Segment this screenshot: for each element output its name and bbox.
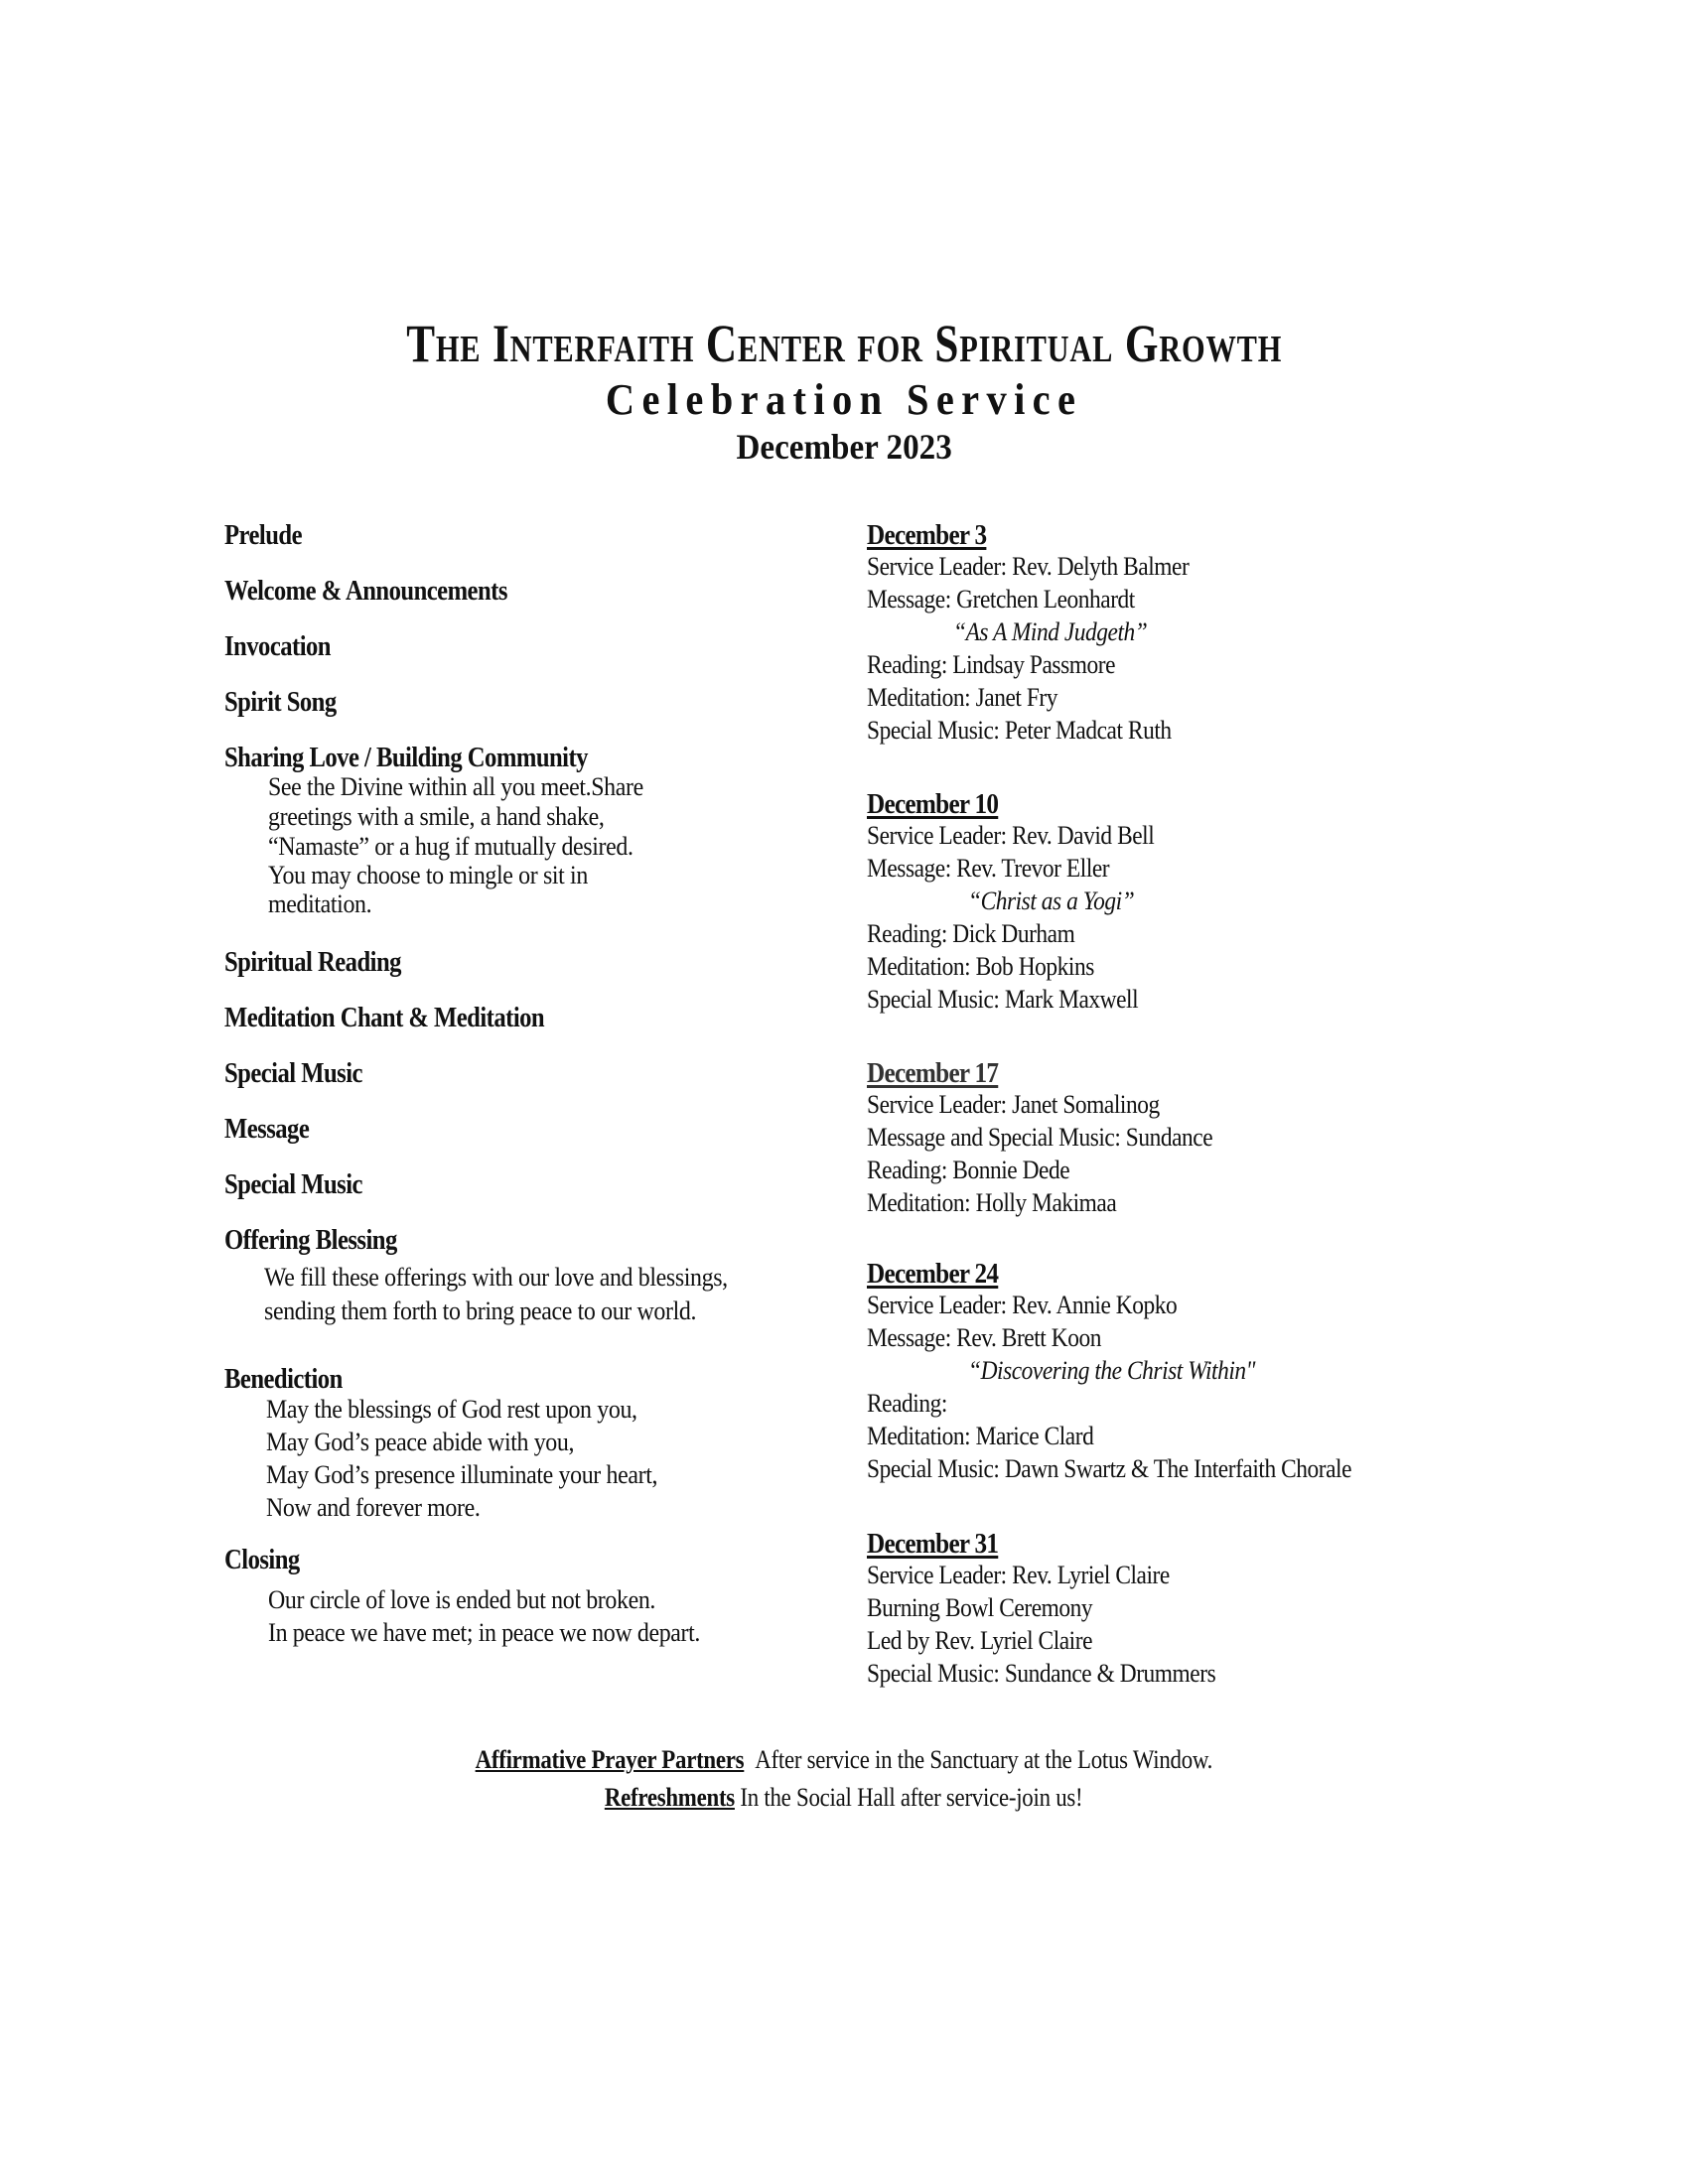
service-item-text: See the Divine within all you meet.Share [268, 772, 643, 801]
refreshments-label: Refreshments [605, 1783, 736, 1812]
schedule-line: Service Leader: Rev. Delyth Balmer [867, 552, 1190, 581]
service-item-heading: Offering Blessing [224, 1225, 397, 1256]
service-item-heading: Spirit Song [224, 687, 337, 718]
service-item-heading: Sharing Love / Building Community [224, 743, 588, 773]
schedule-line: Message: Rev. Brett Koon [867, 1323, 1101, 1352]
service-item-text: greetings with a smile, a hand shake, [268, 802, 605, 831]
footer-refreshments [0, 1783, 1688, 1813]
schedule-line: Service Leader: Rev. David Bell [867, 821, 1155, 850]
schedule-line: Service Leader: Rev. Annie Kopko [867, 1291, 1178, 1319]
schedule-line: Special Music: Mark Maxwell [867, 985, 1139, 1014]
schedule-line: Burning Bowl Ceremony [867, 1593, 1093, 1622]
schedule-line: Special Music: Peter Madcat Ruth [867, 716, 1172, 745]
service-item-text: Our circle of love is ended but not broken. [268, 1585, 656, 1614]
service-item-text: We fill these offerings with our love and blessings, [264, 1263, 728, 1292]
schedule-line: Message: Rev. Trevor Eller [867, 854, 1110, 883]
schedule-line: Reading: Dick Durham [867, 919, 1075, 948]
prayer-partners-label: Affirmative Prayer Partners [475, 1745, 745, 1774]
schedule-message-title: “As A Mind Judgeth” [953, 617, 1148, 646]
schedule-line: Special Music: Dawn Swartz & The Interfaith Chorale [867, 1454, 1352, 1483]
service-item-heading: Benediction [224, 1364, 343, 1395]
service-item-heading: Meditation Chant & Meditation [224, 1003, 545, 1033]
page-date [0, 427, 1688, 467]
service-item-heading: Welcome & Announcements [224, 576, 507, 607]
service-item-text: May the blessings of God rest upon you, [266, 1395, 637, 1424]
schedule-date-heading: December 17 [867, 1058, 999, 1089]
schedule-line: Led by Rev. Lyriel Claire [867, 1626, 1093, 1655]
service-item-text: May God’s presence illuminate your heart, [266, 1460, 658, 1489]
service-item-text: May God’s peace abide with you, [266, 1428, 575, 1456]
page-date-text: December 2023 [736, 427, 952, 467]
service-item-heading: Message [224, 1114, 310, 1145]
schedule-line: Meditation: Janet Fry [867, 683, 1058, 712]
service-item-text: “Namaste” or a hug if mutually desired. [268, 832, 633, 861]
schedule-line: Reading: Lindsay Passmore [867, 650, 1116, 679]
schedule-line: Meditation: Marice Clard [867, 1422, 1094, 1450]
schedule-date-heading: December 31 [867, 1529, 999, 1560]
page-title-text: The Interfaith Center for Spiritual Growth [406, 314, 1282, 373]
service-item-heading: Closing [224, 1545, 300, 1575]
schedule-line: Service Leader: Janet Somalinog [867, 1090, 1160, 1119]
service-item-text: sending them forth to bring peace to our world. [264, 1297, 697, 1325]
schedule-line: Message and Special Music: Sundance [867, 1123, 1213, 1152]
refreshments-text: In the Social Hall after service-join us! [740, 1783, 1083, 1812]
schedule-line: Meditation: Holly Makimaa [867, 1188, 1117, 1217]
schedule-message-title: “Discovering the Christ Within" [968, 1356, 1256, 1385]
schedule-line: Reading: Bonnie Dede [867, 1156, 1070, 1184]
schedule-line: Service Leader: Rev. Lyriel Claire [867, 1561, 1170, 1589]
footer-prayer-partners [0, 1745, 1688, 1775]
schedule-date-heading: December 10 [867, 789, 999, 820]
schedule-message-title: “Christ as a Yogi” [968, 887, 1135, 915]
schedule-line: Message: Gretchen Leonhardt [867, 585, 1135, 614]
schedule-line: Meditation: Bob Hopkins [867, 952, 1094, 981]
page-subtitle-text: Celebration Service [605, 375, 1083, 424]
service-item-text: Now and forever more. [266, 1493, 481, 1522]
service-item-heading: Invocation [224, 631, 331, 662]
schedule-date-heading: December 24 [867, 1259, 999, 1290]
service-item-text: meditation. [268, 889, 372, 918]
page-title [0, 316, 1688, 371]
service-item-heading: Prelude [224, 520, 302, 551]
prayer-partners-text: After service in the Sanctuary at the Lotus Window. [755, 1745, 1213, 1774]
page-subtitle [0, 375, 1688, 425]
service-item-text: In peace we have met; in peace we now depart. [268, 1618, 701, 1647]
service-item-text: You may choose to mingle or sit in [268, 861, 588, 889]
schedule-line: Special Music: Sundance & Drummers [867, 1659, 1216, 1688]
service-item-heading: Spiritual Reading [224, 947, 401, 978]
schedule-date-heading: December 3 [867, 520, 987, 551]
schedule-line: Reading: [867, 1389, 947, 1418]
service-item-heading: Special Music [224, 1058, 362, 1089]
service-item-heading: Special Music [224, 1169, 362, 1200]
